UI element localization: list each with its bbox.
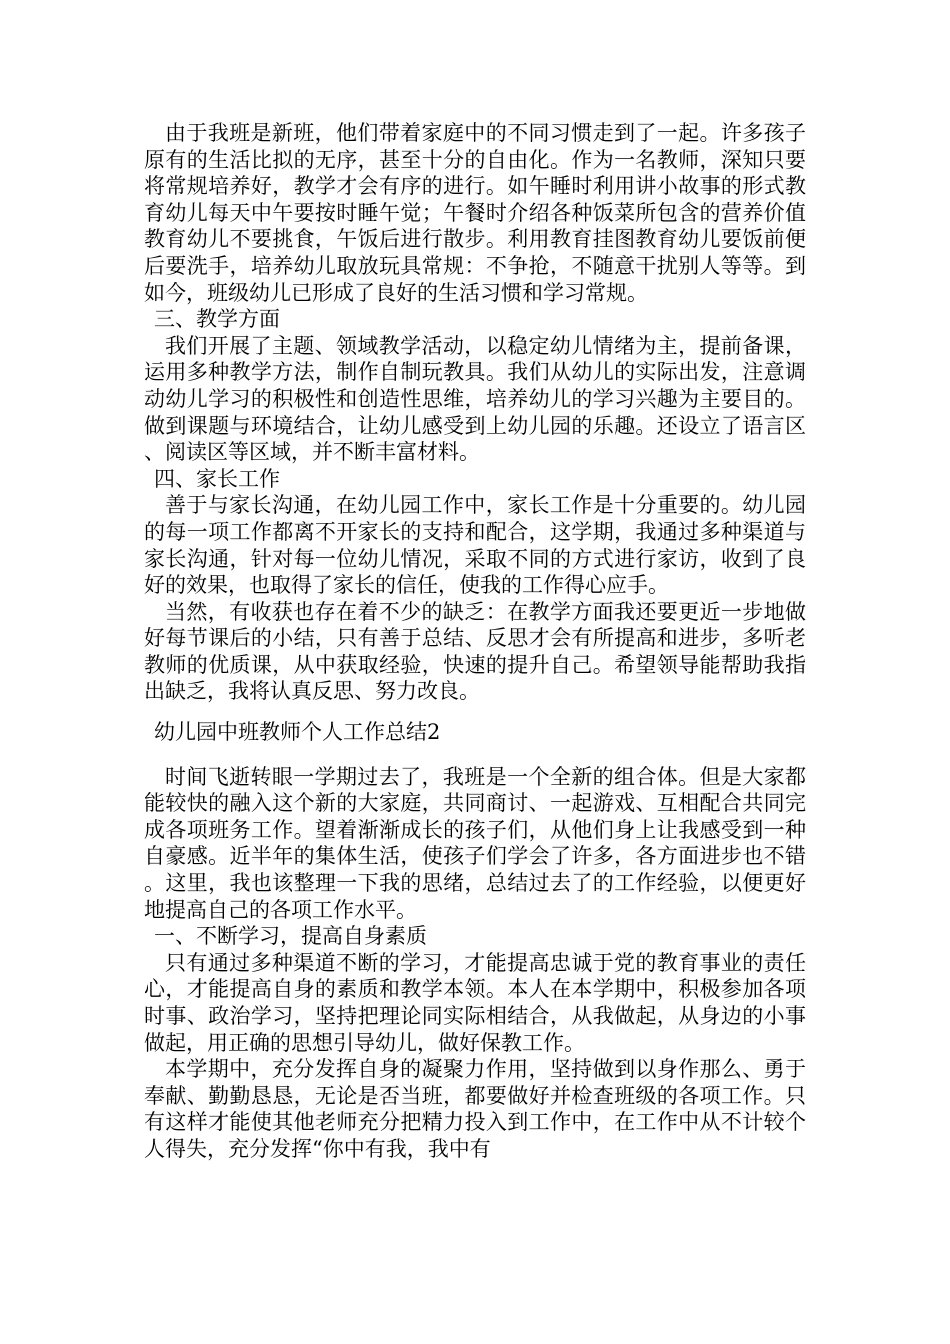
heading-parent-work: 四、家长工作 <box>154 466 280 491</box>
document-page <box>144 120 806 1163</box>
paragraph-new-class-habits: 由于我班是新班，他们带着家庭中的不同习惯走到了一起。许多孩子原有的生活比拟的无序，甚至十分的自由化。作为一名教师，深知只要将常规培养好，教学才会有序的进行。如午睡时利用讲小故事的形式教育幼儿每天中午要按时睡午觉；午餐时介绍各种饭菜所包含的营养价值教育幼儿不要挑食，午饭后进行散步。利用教育挂图教育幼儿要饭前便后要洗手，培养幼儿取放玩具常规：不争抢，不随意干扰别人等等。到如今，班级幼儿已形成了良好的生活习惯和学习常规。 <box>144 121 806 305</box>
heading-continuous-learning: 一、不断学习，提高自身素质 <box>154 924 427 949</box>
heading-teaching: 三、教学方面 <box>154 307 280 332</box>
paragraph-shortcomings: 当然，有收获也存在着不少的缺乏：在教学方面我还要更近一步地做好每节课后的小结，只有善于总结、反思才会有所提高和进步，多听老教师的优质课，从中获取经验，快速的提升自己。希望领导能帮助我指出缺乏，我将认真反思、努力改良。 <box>144 599 806 704</box>
paragraph-parent-work: 善于与家长沟通，在幼儿园工作中，家长工作是十分重要的。幼儿园的每一项工作都离不开家长的支持和配合，这学期，我通过多种渠道与家长沟通，针对每一位幼儿情况，采取不同的方式进行家访，收到了良好的效果，也取得了家长的信任，使我的工作得心应手。 <box>144 493 806 598</box>
paragraph-learning: 只有通过多种渠道不断的学习，才能提高忠诚于党的教育事业的责任心，才能提高自身的素质和教学本领。本人在本学期中，积极参加各项时事、政治学习，坚持把理论同实际相结合，从我做起，从身边的小事做起，用正确的思想引导幼儿，做好保教工作。 <box>144 950 806 1055</box>
paragraph-intro-2: 时间飞逝转眼一学期过去了，我班是一个全新的组合体。但是大家都能较快的融入这个新的大家庭，共同商讨、一起游戏、互相配合共同完成各项班务工作。望着渐渐成长的孩子们，从他们身上让我感受到一种自豪感。近半年的集体生活，使孩子们学会了许多，各方面进步也不错。这里，我也该整理一下我的思绪，总结过去了的工作经验，以便更好地提高自己的各项工作水平。 <box>144 764 806 922</box>
paragraph-teaching: 我们开展了主题、领域教学活动，以稳定幼儿情绪为主，提前备课，运用多种教学方法，制作自制玩教具。我们从幼儿的实际出发，注意调动幼儿学习的积极性和创造性思维，培养幼儿的学习兴趣为主要目的。做到课题与环境结合，让幼儿感受到上幼儿园的乐趣。还设立了语言区、阅读区等区域，并不断丰富材料。 <box>144 333 806 465</box>
document-title-2: 幼儿园中班教师个人工作总结2 <box>154 720 441 745</box>
paragraph-cohesion: 本学期中，充分发挥自身的凝聚力作用，坚持做到以身作那么、勇于奉献、勤勤恳恳，无论是否当班，都要做好并检查班级的各项工作。只有这样才能使其他老师充分把精力投入到工作中，在工作中从不计较个人得失，充分发挥“你中有我，我中有 <box>144 1057 806 1161</box>
